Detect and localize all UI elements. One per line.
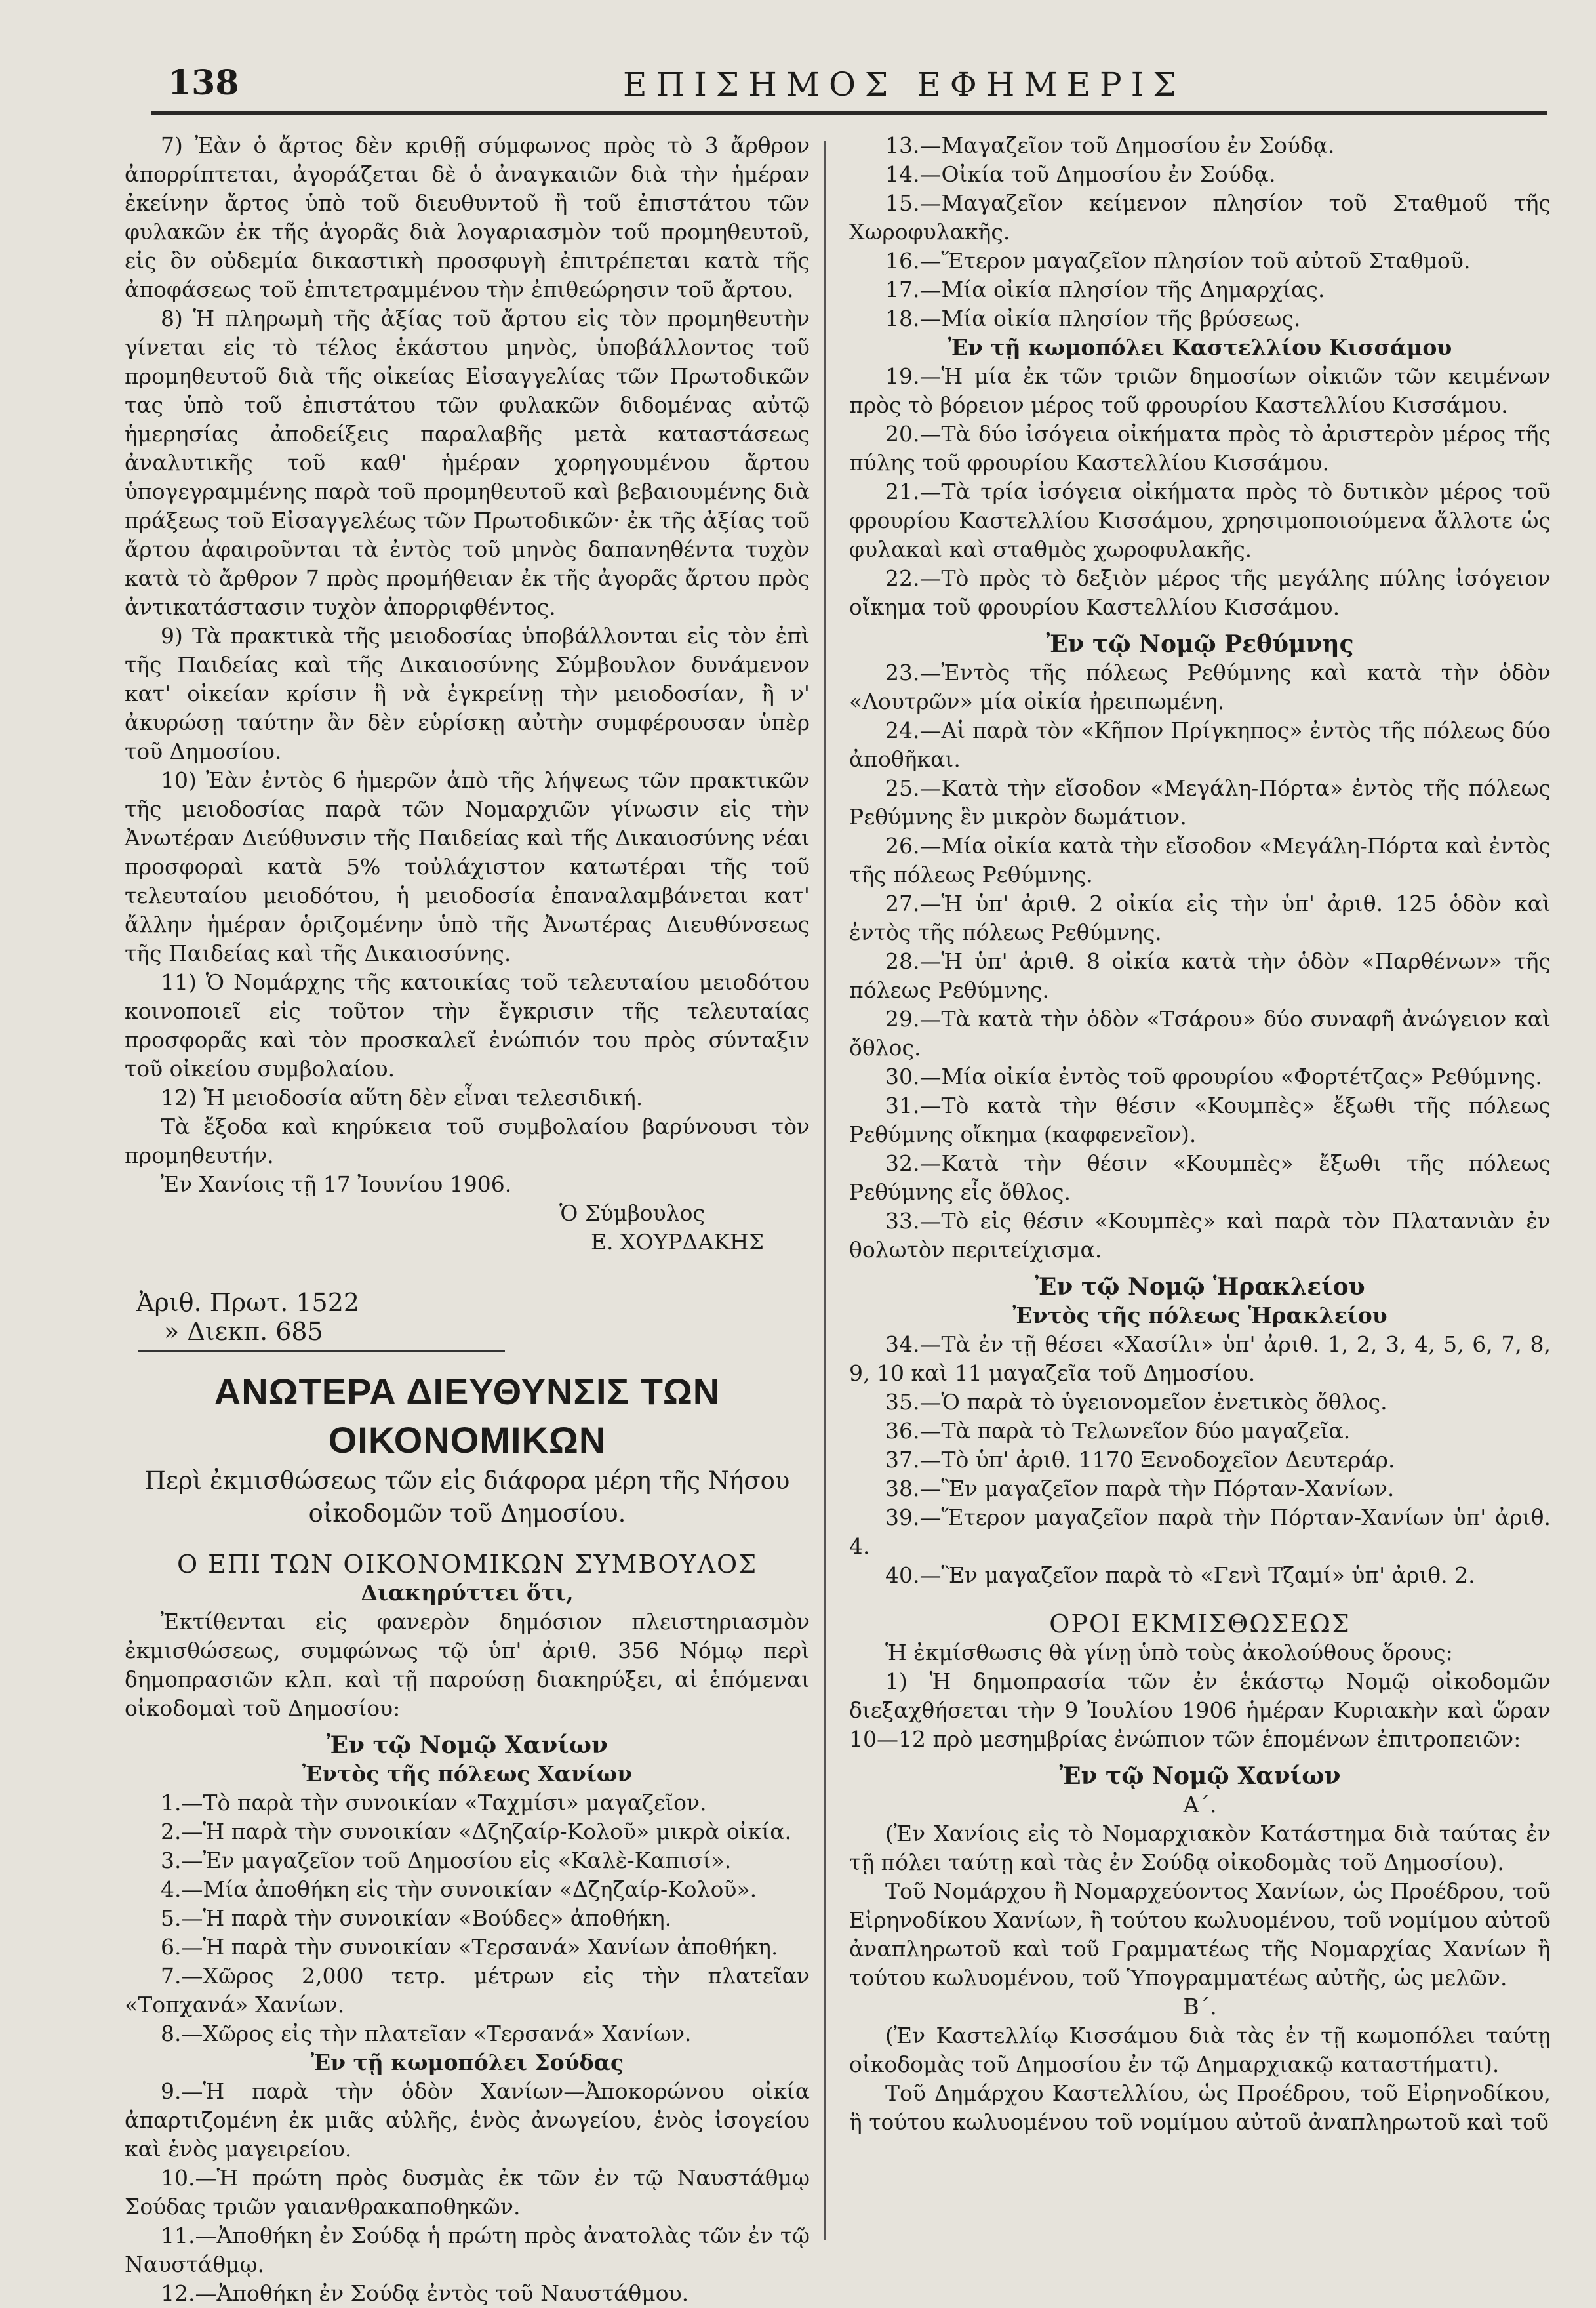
article-8: 8) Ἡ πληρωμὴ τῆς ἀξίας τοῦ ἄρτου εἰς τὸν προμηθευτὴν γίνεται εἰς τὸ τέλος ἑκάστου μηνὸς, ὑποβάλλοντος τοῦ προμηθευτοῦ διὰ τῆς οἰκείας Εἰσαγγελίας τῶν Πρωτοδικῶν τας ὑπὸ τοῦ ἐπιστάτου τῶν φυλακῶν διδομένας αὐτῷ ἡμερησίας ἀποδείξεις παραλαβῆς μετὰ καταστάσεως ἀναλυτικῆς τοῦ καθ' ἡμέραν χορηγουμένου ἄρτου ὑπογεγραμμένης παρὰ τοῦ προμηθευτοῦ καὶ βεβαιουμένης διὰ πράξεως τοῦ Εἰσαγγελέως τῶν Πρωτοδικῶν· ἐκ τῆς ἀξίας τοῦ ἄρτου ἀφαιροῦνται τὰ ἐντὸς τοῦ μηνὸς δαπανηθέντα τυχὸν κατὰ τὸ ἄρθρον 7 πρὸς προμήθειαν ἐκ τῆς ἀγορᾶς ἄρτου πρὸς ἀντικατάστασιν τυχὸν ἀπορριφθέντος.	[125, 306, 810, 620]
list-item: 22.—Τὸ πρὸς τὸ δεξιὸν μέρος τῆς μεγάλης πύλης ἰσόγειον οἴκημα τοῦ φρουρίου Καστελλίου Κισσάμου.	[849, 565, 1551, 620]
list-item: 15.—Μαγαζεῖον κείμενον πλησίον τοῦ Σταθμοῦ τῆς Χωροφυλακῆς.	[849, 190, 1551, 245]
column-rule	[824, 141, 826, 2240]
date-line: Ἐν Χανίοις τῇ 17 Ἰουνίου 1906.	[161, 1171, 512, 1197]
committee-letter-a: Α΄.	[1183, 1792, 1217, 1817]
gazette-title: ΕΠΙΣΗΜΟΣ ΕΦΗΜΕΡΙΣ	[623, 66, 1186, 104]
list-item: 40.—Ἓν μαγαζεῖον παρὰ τὸ «Γενὶ Τζαμί» ὑπ' ἀριθ. 2.	[885, 1562, 1475, 1588]
committee-b-location: (Ἐν Καστελλίῳ Κισσάμου διὰ τὰς ἐν τῇ κωμοπόλει ταύτῃ οἰκοδομὰς τοῦ Δημοσίου ἐν τῷ Δημαρχιακῷ καταστήματι).	[849, 2023, 1551, 2077]
section-heraklion-city: Ἐντὸς τῆς πόλεως Ἡρακλείου	[1012, 1303, 1387, 1328]
terms-intro: Ἡ ἐκμίσθωσις θὰ γίνῃ ὑπὸ τοὺς ἀκολούθους ὅρους:	[885, 1640, 1453, 1665]
section-chania-committee: Ἐν τῷ Νομῷ Χανίων	[1059, 1762, 1341, 1790]
list-item: 20.—Τὰ δύο ἰσόγεια οἰκήματα πρὸς τὸ ἀριστερὸν μέρος τῆς πύλης τοῦ φρουρίου Καστελλίου Κισσάμου.	[849, 421, 1551, 476]
list-item: 33.—Τὸ εἰς θέσιν «Κουμπὲς» καὶ παρὰ τὸν Πλατανιὰν ἐν θολωτὸν περιτείχισμα.	[849, 1208, 1551, 1263]
article-7: 7) Ἐὰν ὁ ἄρτος δὲν κριθῇ σύμφωνος πρὸς τὸ 3 ἄρθρον ἀπορρίπτεται, ἀγοράζεται δὲ ὁ ἀναγκαιῶν διὰ τὴν ἡμέραν ἐκείνην ἄρτος ὑπὸ τοῦ διευθυντοῦ ἢ τοῦ ἐπιστάτου τῶν φυλακῶν ἐκ τῆς ἀγορᾶς διὰ λογαριασμὸν τοῦ προμηθευτοῦ, εἰς ὃν οὐδεμία δικαστικὴ προσφυγὴ ἐπιτρέπεται κατὰ τῆς ἀποφάσεως τοῦ ἐπιτετραμμένου τὴν ἐπιθεώρησιν τοῦ ἄρτου.	[125, 132, 810, 302]
header-rule	[151, 111, 1547, 115]
list-item: 24.—Αἱ παρὰ τὸν «Κῆπον Πρίγκηπος» ἐντὸς τῆς πόλεως δύο ἀποθῆκαι.	[849, 718, 1551, 772]
expenses-clause: Τὰ ἔξοδα καὶ κηρύκεια τοῦ συμβολαίου βαρύνουσι τὸν προμηθευτήν.	[125, 1114, 810, 1168]
signer-title: Ὁ Σύμβουλος	[559, 1200, 705, 1226]
list-item: 8.—Χῶρος εἰς τὴν πλατεῖαν «Τερσανά» Χανίων.	[161, 2021, 692, 2046]
article-11: 11) Ὁ Νομάρχης τῆς κατοικίας τοῦ τελευταίου μειοδότου κοινοποιεῖ εἰς τοῦτον τὴν ἔγκρισιν τῆς τελευταίας προσφορᾶς καὶ τὸν προσκαλεῖ ἐνώπιόν του πρὸς σύνταξιν τοῦ οἰκείου συμβολαίου.	[125, 969, 810, 1082]
section-heraklion: Ἐν τῷ Νομῷ Ἡρακλείου	[1035, 1273, 1365, 1301]
list-item: 6.—Ἡ παρὰ τὴν συνοικίαν «Τερσανά» Χανίων ἀποθήκη.	[161, 1934, 778, 1960]
list-item: 32.—Κατὰ τὴν θέσιν «Κουμπὲς» ἔξωθι τῆς πόλεως Ρεθύμνης εἷς ὄθλος.	[849, 1150, 1551, 1205]
list-item: 2.—Ἡ παρὰ τὴν συνοικίαν «Δζηζαίρ-Κολοῦ» μικρὰ οἰκία.	[161, 1819, 792, 1844]
section-souda: Ἐν τῇ κωμοπόλει Σούδας	[310, 2050, 624, 2075]
dispatch-number: » Διεκπ. 685	[164, 1317, 323, 1346]
list-item: 21.—Τὰ τρία ἰσόγεια οἰκήματα πρὸς τὸ δυτικὸν μέρος τοῦ φρουρίου Καστελλίου Κισσάμου, χρησιμοποιούμενα ἄλλοτε ὡς φυλακαὶ καὶ σταθμὸς χωροφυλακῆς.	[849, 479, 1551, 562]
list-item: 1.—Τὸ παρὰ τὴν συνοικίαν «Ταχμίσι» μαγαζεῖον.	[161, 1790, 707, 1815]
signer-name: Ε. ΧΟΥΡΔΑΚΗΣ	[590, 1229, 764, 1255]
page-number: 138	[168, 63, 239, 103]
list-item: 13.—Μαγαζεῖον τοῦ Δημοσίου ἐν Σούδᾳ.	[885, 132, 1335, 158]
list-item: 26.—Μία οἰκία κατὰ τὴν εἴσοδον «Μεγάλη-Πόρτα καὶ ἐντὸς τῆς πόλεως Ρεθύμνης.	[849, 833, 1551, 887]
list-item: 16.—Ἕτερον μαγαζεῖον πλησίον τοῦ αὐτοῦ Σταθμοῦ.	[885, 248, 1471, 273]
committee-a-members: Τοῦ Νομάρχου ἢ Νομαρχεύοντος Χανίων, ὡς Προέδρου, τοῦ Εἰρηνοδίκου Χανίων, ἢ τούτου κωλυομένου, τοῦ νομίμου αὐτοῦ ἀναπληρωτοῦ καὶ τοῦ Γραμματέως τῆς Νομαρχίας Χανίων ἢ τούτου κωλυομένου, τοῦ Ὑπογραμματέως αὐτῆς, ὡς μελῶν.	[849, 1878, 1551, 1991]
section-divider	[138, 1350, 505, 1352]
list-item: 31.—Τὸ κατὰ τὴν θέσιν «Κουμπὲς» ἔξωθι τῆς πόλεως Ρεθύμνης οἴκημα (καφφενεῖον).	[849, 1093, 1551, 1147]
right-column	[849, 131, 1551, 2137]
list-item: 38.—Ἓν μαγαζεῖον παρὰ τὴν Πόρταν-Χανίων.	[885, 1476, 1395, 1501]
article-12: 12) Ἡ μειοδοσία αὕτη δὲν εἶναι τελεσιδική.	[161, 1085, 643, 1110]
list-item: 28.—Ἡ ὑπ' ἀριθ. 8 οἰκία κατὰ τὴν ὁδὸν «Παρθένων» τῆς πόλεως Ρεθύμνης.	[849, 948, 1551, 1003]
list-item: 17.—Μία οἰκία πλησίον τῆς Δημαρχίας.	[885, 277, 1325, 302]
subtitle: Περὶ ἐκμισθώσεως τῶν εἰς διάφορα μέρη τῆς Νήσου οἰκοδομῶν τοῦ Δημοσίου.	[144, 1467, 790, 1528]
intro-paragraph: Ἐκτίθενται εἰς φανερὸν δημόσιον πλειστηριασμὸν ἐκμισθώσεως, συμφώνως τῷ ὑπ' ἀριθ. 356 Νόμῳ περὶ δημοπρασιῶν κλπ. καὶ τῇ παρούσῃ διακηρύξει, αἱ ἑπόμεναι οἰκοδομαὶ τοῦ Δημοσίου:	[125, 1609, 810, 1721]
committee-a-location: (Ἐν Χανίοις εἰς τὸ Νομαρχιακὸν Κατάστημα διὰ ταύτας ἐν τῇ πόλει ταύτῃ καὶ τὰς ἐν Σούδᾳ οἰκοδομὰς τοῦ Δημοσίου).	[849, 1821, 1551, 1875]
terms-title: ΟΡΟΙ ΕΚΜΙΣΘΩΣΕΩΣ	[1049, 1610, 1351, 1638]
list-item: 14.—Οἰκία τοῦ Δημοσίου ἐν Σούδᾳ.	[885, 161, 1276, 187]
list-item: 39.—Ἕτερον μαγαζεῖον παρὰ τὴν Πόρταν-Χανίων ὑπ' ἀριθ. 4.	[849, 1505, 1551, 1559]
list-item: 3.—Ἐν μαγαζεῖον τοῦ Δημοσίου εἰς «Καλὲ-Καπισί».	[161, 1848, 732, 1873]
list-item: 25.—Κατὰ τὴν εἴσοδον «Μεγάλη-Πόρτα» ἐντὸς τῆς πόλεως Ρεθύμνης ἓν μικρὸν δωμάτιον.	[849, 775, 1551, 830]
list-item: 37.—Τὸ ὑπ' ἀριθ. 1170 Ξενοδοχεῖον Δευτεράρ.	[885, 1447, 1395, 1472]
protocol-number: Ἀριθ. Πρωτ. 1522	[136, 1288, 360, 1317]
section-chania-city: Ἐντὸς τῆς πόλεως Χανίων	[302, 1761, 633, 1787]
list-item: 29.—Τὰ κατὰ τὴν ὁδὸν «Τσάρου» δύο συναφῆ ἀνώγειον καὶ ὄθλος.	[849, 1006, 1551, 1061]
list-item: 10.—Ἡ πρώτη πρὸς δυσμὰς ἐκ τῶν ἐν τῷ Ναυστάθμῳ Σούδας τριῶν γαιανθρακαποθηκῶν.	[125, 2165, 810, 2219]
list-item: 7.—Χῶρος 2,000 τετρ. μέτρων εἰς τὴν πλατεῖαν «Τοπχανά» Χανίων.	[125, 1963, 810, 2017]
list-item: 19.—Ἡ μία ἐκ τῶν τριῶν δημοσίων οἰκιῶν τῶν κειμένων πρὸς τὸ βόρειον μέρος τοῦ φρουρίου Καστελλίου Κισσάμου.	[849, 363, 1551, 418]
page-header	[164, 58, 1475, 110]
section-chania: Ἐν τῷ Νομῷ Χανίων	[327, 1731, 608, 1759]
list-item: 30.—Μία οἰκία ἐντὸς τοῦ φρουρίου «Φορτέτζας» Ρεθύμνης.	[885, 1064, 1542, 1089]
main-title: ΑΝΩΤΕΡΑ ΔΙΕΥΘΥΝΣΙΣ ΤΩΝ ΟΙΚΟΝΟΜΙΚΩΝ	[214, 1371, 721, 1461]
list-item: 4.—Μία ἀποθήκη εἰς τὴν συνοικίαν «Δζηζαίρ-Κολοῦ».	[161, 1876, 757, 1902]
list-item: 12.—Ἀποθήκη ἐν Σούδᾳ ἐντὸς τοῦ Ναυστάθμου.	[161, 2280, 689, 2306]
section-rethymno: Ἐν τῷ Νομῷ Ρεθύμνης	[1046, 630, 1354, 658]
committee-b-members: Τοῦ Δημάρχου Καστελλίου, ὡς Προέδρου, τοῦ Εἰρηνοδίκου, ἢ τούτου κωλυομένου τοῦ νομίμου αὐτοῦ ἀναπληρωτοῦ καὶ τοῦ	[849, 2080, 1551, 2135]
left-column	[125, 131, 810, 2308]
term-1: 1) Ἡ δημοπρασία τῶν ἐν ἑκάστῳ Νομῷ οἰκοδομῶν διεξαχθήσεται τὴν 9 Ἰουλίου 1906 ἡμέραν Κυριακὴν καὶ ὥραν 10—12 πρὸ μεσημβρίας ἐνώπιον τῶν ἑπομένων ἐπιτροπειῶν:	[849, 1669, 1551, 1752]
list-item: 11.—Ἀποθήκη ἐν Σούδᾳ ἡ πρώτη πρὸς ἀνατολὰς τῶν ἐν τῷ Ναυστάθμῳ.	[125, 2223, 810, 2277]
list-item: 34.—Τὰ ἐν τῇ θέσει «Χασίλι» ὑπ' ἀριθ. 1, 2, 3, 4, 5, 6, 7, 8, 9, 10 καὶ 11 μαγαζεῖα τοῦ Δημοσίου.	[849, 1331, 1551, 1386]
article-9: 9) Τὰ πρακτικὰ τῆς μειοδοσίας ὑποβάλλονται εἰς τὸν ἐπὶ τῆς Παιδείας καὶ τῆς Δικαιοσύνης Σύμβουλον δυνάμενον κατ' οἰκείαν κρίσιν ἢ νὰ ἐγκρείνῃ τὴν μειοδοσίαν, ἢ ν' ἀκυρώσῃ ταύτην ἂν δὲν εὑρίσκῃ αὐτὴν συμφέρουσαν ὑπὲρ τοῦ Δημοσίου.	[125, 623, 810, 764]
list-item: 23.—Ἐντὸς τῆς πόλεως Ρεθύμνης καὶ κατὰ τὴν ὁδὸν «Λουτρῶν» μία οἰκία ἠρειπωμένη.	[849, 660, 1551, 714]
announces-heading: Διακηρύττει ὅτι,	[361, 1580, 574, 1606]
list-item: 36.—Τὰ παρὰ τὸ Τελωνεῖον δύο μαγαζεῖα.	[885, 1418, 1351, 1444]
list-item: 5.—Ἡ παρὰ τὴν συνοικίαν «Βούδες» ἀποθήκη.	[161, 1905, 672, 1931]
article-10: 10) Ἐὰν ἐντὸς 6 ἡμερῶν ἀπὸ τῆς λήψεως τῶν πρακτικῶν τῆς μειοδοσίας παρὰ τῶν Νομαρχιῶν γίνωσιν εἰς τὴν Ἀνωτέραν Διεύθυνσιν τῆς Παιδείας καὶ τῆς Δικαιοσύνης νέαι προσφοραὶ κατὰ 5% τοὐλάχιστον κατωτέραι τῆς τοῦ τελευταίου μειοδότου, ἡ μειοδοσία ἐπαναλαμβάνεται κατ' ἄλλην ἡμέραν ὁριζομένην ὑπὸ τῆς Ἀνωτέρας Διευθύνσεως τῆς Παιδείας καὶ τῆς Δικαιοσύνης.	[125, 767, 810, 966]
list-item: 27.—Ἡ ὑπ' ἀριθ. 2 οἰκία εἰς τὴν ὑπ' ἀριθ. 125 ὁδὸν καὶ ἐντὸς τῆς πόλεως Ρεθύμνης.	[849, 891, 1551, 945]
list-item: 18.—Μία οἰκία πλησίον τῆς βρύσεως.	[885, 306, 1301, 331]
committee-letter-b: Β΄.	[1183, 1994, 1217, 2019]
list-item: 9.—Ἡ παρὰ τὴν ὁδὸν Χανίων—Ἀποκορώνου οἰκία ἀπαρτιζομένη ἐκ μιᾶς αὐλῆς, ἑνὸς ἀνωγείου, ἑνὸς ἰσογείου καὶ ἑνὸς μαγειρείου.	[125, 2078, 810, 2162]
list-item: 35.—Ὁ παρὰ τὸ ὑγειονομεῖον ἐνετικὸς ὄθλος.	[885, 1389, 1387, 1415]
authority-heading: Ο ΕΠΙ ΤΩΝ ΟΙΚΟΝΟΜΙΚΩΝ ΣΥΜΒΟΥΛΟΣ	[176, 1550, 758, 1579]
section-kastelli: Ἐν τῇ κωμοπόλει Καστελλίου Κισσάμου	[948, 334, 1452, 360]
